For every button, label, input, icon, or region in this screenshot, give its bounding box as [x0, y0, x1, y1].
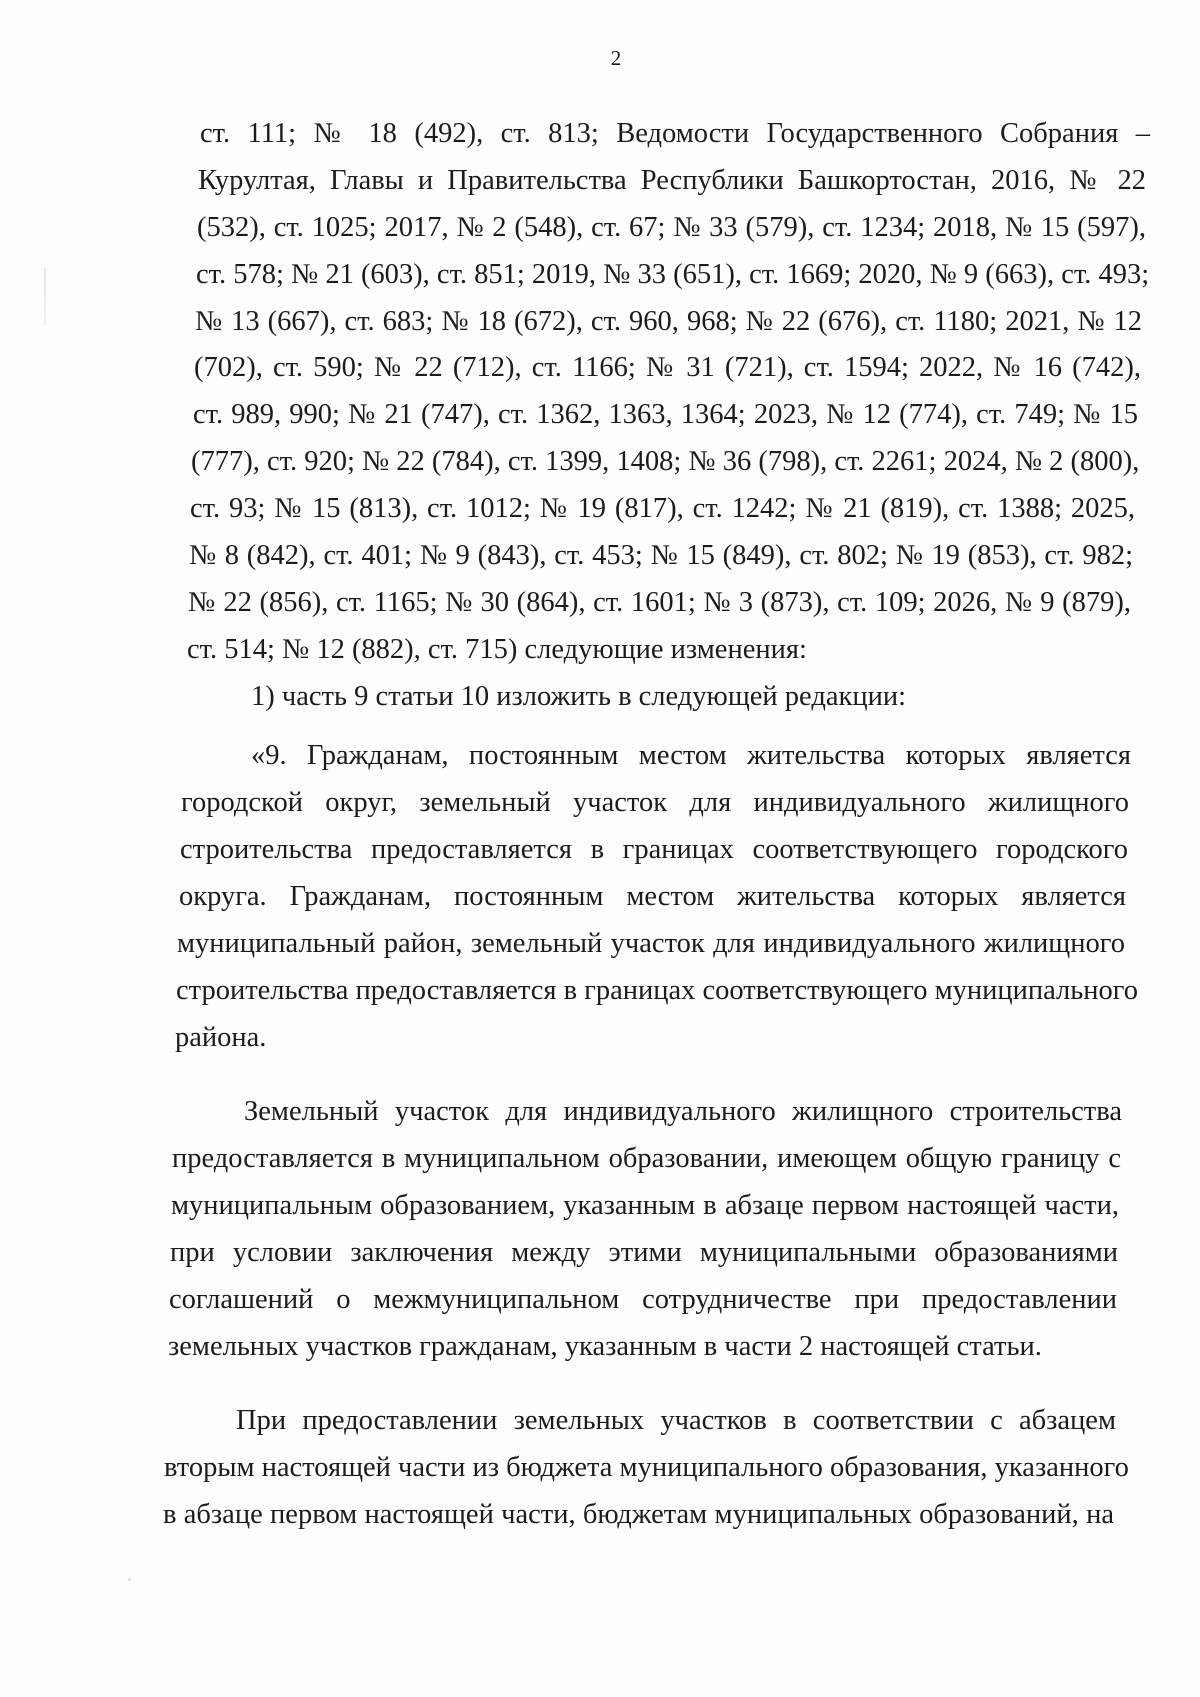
page-number: 2: [610, 46, 622, 70]
text-line: строительства предоставляется в границах соответствующего городского: [180, 834, 1128, 865]
text-line: ст. 514; № 12 (882), ст. 715) следующие изменения:: [187, 634, 807, 665]
text-line: при условии заключения между этими муниципальными образованиями: [170, 1237, 1118, 1268]
text-line: 1) часть 9 статьи 10 изложить в следующей редакции:: [251, 681, 906, 712]
text-line: строительства предоставляется в границах соответствующего муниципального: [176, 975, 1138, 1006]
text-line: (532), ст. 1025; 2017, № 2 (548), ст. 67; № 33 (579), ст. 1234; 2018, № 15 (597),: [197, 212, 1146, 243]
text-line: ст. 93; № 15 (813), ст. 1012; № 19 (817), ст. 1242; № 21 (819), ст. 1388; 2025,: [190, 493, 1135, 524]
text-line: района.: [175, 1022, 267, 1053]
text-line: «9. Гражданам, постоянным местом жительства которых является: [251, 740, 1131, 771]
text-line: № 13 (667), ст. 683; № 18 (672), ст. 960, 968; № 22 (676), ст. 1180; 2021, № 12: [195, 306, 1142, 337]
text-line: ст. 111; № 18 (492), ст. 813; Ведомости Государственного Собрания –: [200, 118, 1150, 149]
text-line: Курултая, Главы и Правительства Республики Башкортостан, 2016, № 22: [198, 165, 1146, 196]
text-line: земельных участков гражданам, указанным в части 2 настоящей статьи.: [168, 1331, 1042, 1362]
text-line: вторым настоящей части из бюджета муниципального образования, указанного: [164, 1452, 1129, 1483]
text-line: муниципальный район, земельный участок для индивидуального жилищного: [177, 928, 1125, 959]
text-line: № 8 (842), ст. 401; № 9 (843), ст. 453; № 15 (849), ст. 802; № 19 (853), ст. 982;: [189, 540, 1133, 571]
scan-artifact: [44, 268, 46, 326]
text-line: Земельный участок для индивидуального жилищного строительства: [244, 1096, 1122, 1127]
text-line: в абзаце первом настоящей части, бюджетам муниципальных образований, на: [163, 1499, 1114, 1530]
scan-artifact: [128, 1578, 131, 1581]
text-line: городской округ, земельный участок для индивидуального жилищного: [181, 787, 1129, 818]
text-line: муниципальным образованием, указанным в абзаце первом настоящей части,: [171, 1190, 1119, 1221]
text-line: (702), ст. 590; № 22 (712), ст. 1166; № 31 (721), ст. 1594; 2022, № 16 (742),: [194, 352, 1141, 383]
text-line: № 22 (856), ст. 1165; № 30 (864), ст. 1601; № 3 (873), ст. 109; 2026, № 9 (879),: [188, 587, 1131, 618]
text-line: соглашений о межмуниципальном сотрудничестве при предоставлении: [169, 1284, 1117, 1315]
text-line: ст. 989, 990; № 21 (747), ст. 1362, 1363, 1364; 2023, № 12 (774), ст. 749; № 15: [193, 399, 1138, 430]
text-line: При предоставлении земельных участков в соответствии с абзацем: [236, 1405, 1116, 1436]
text-line: (777), ст. 920; № 22 (784), ст. 1399, 1408; № 36 (798), ст. 2261; 2024, № 2 (800),: [191, 446, 1140, 477]
text-line: предоставляется в муниципальном образовании, имеющем общую границу с: [172, 1143, 1121, 1174]
text-line: округа. Гражданам, постоянным местом жительства которых является: [179, 881, 1126, 912]
text-line: ст. 578; № 21 (603), ст. 851; 2019, № 33 (651), ст. 1669; 2020, № 9 (663), ст. 493;: [196, 259, 1150, 290]
